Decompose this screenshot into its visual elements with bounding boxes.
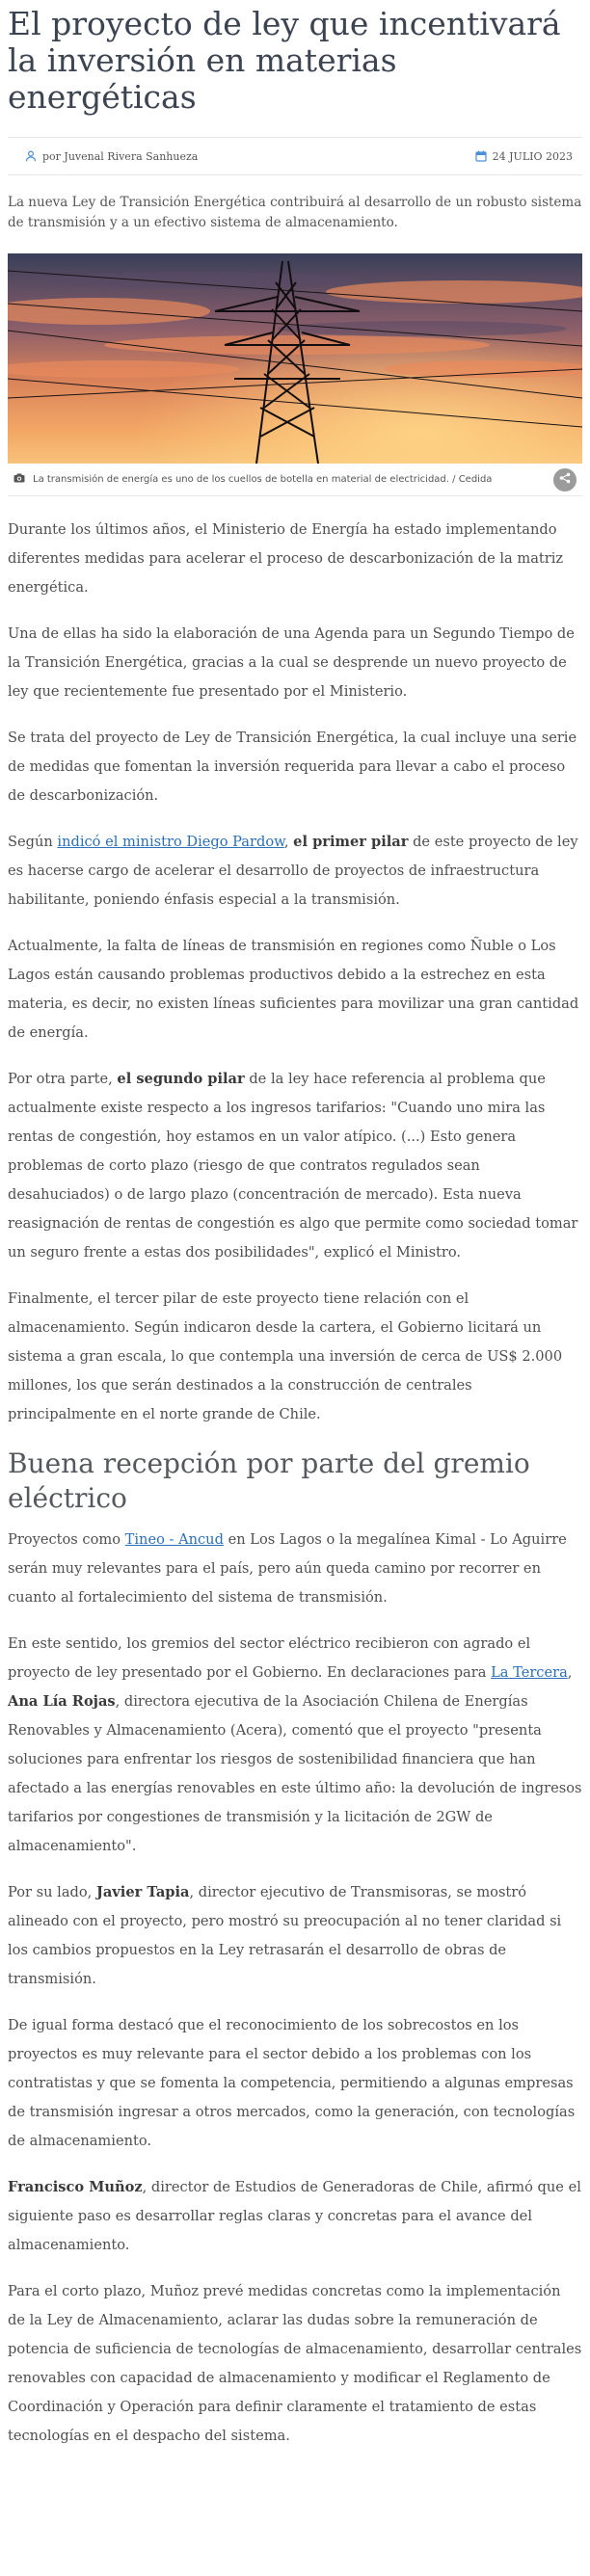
bold-text: Ana Lía Rojas xyxy=(8,1693,116,1710)
paragraph-text: en Los Lagos o la megalínea Kimal - Lo Aguirre serán muy relevantes para el país, pero aún queda camino por recorrer en cuanto al fortalecimiento del sistema de transmisión. xyxy=(8,1531,567,1606)
author-block xyxy=(25,150,198,163)
paragraph-text: Por otra parte, xyxy=(8,1071,118,1087)
article-lead: La nueva Ley de Transición Energética contribuirá al desarrollo de un robusto sistema de transmisión y a un efectivo sistema de almacenamiento. xyxy=(8,195,582,230)
paragraph-text: , director de Estudios de Generadoras de Chile, afirmó que el siguiente paso es desarrollar reglas claras y concretas para el avance del almacenamiento. xyxy=(8,2179,581,2253)
paragraph-text: , xyxy=(567,1664,573,1681)
user-icon xyxy=(25,150,37,162)
paragraph-text: Proyectos como xyxy=(8,1531,125,1548)
photo-caption xyxy=(8,464,582,496)
publish-date: 24 JULIO 2023 xyxy=(492,149,573,163)
article-body xyxy=(8,516,582,2451)
paragraph-text: de la ley hace referencia al problema que actualmente existe respecto a los ingresos tarifarios: "Cuando uno mira las rentas de congestión, hoy estamos en un valor atípico. (...) Esto genera problemas de corto plazo (riesgo de que contratos regulados sean desahuciados) o de largo plazo (concentración de mercado). Esta nueva reasignación de rentas de congestión es algo que permite como sociedad tomar un seguro frente a estas dos posibilidades", explicó el Ministro. xyxy=(8,1071,578,1261)
paragraph-text: En este sentido, los gremios del sector eléctrico recibieron con agrado el proyecto de ley presentado por el Gobierno. En declaraciones para xyxy=(8,1635,531,1681)
bold-text: Francisco Muñoz xyxy=(8,2179,143,2195)
section-heading: Buena recepción por parte del gremio eléctrico xyxy=(8,1447,530,1514)
paragraph: Durante los últimos años, el Ministerio de Energía ha estado implementando diferentes medidas para acelerar el proceso de descarbonización de la matriz energética. xyxy=(8,521,564,596)
paragraph-text: , directora ejecutiva de la Asociación Chilena de Energías Renovables y Almacenamiento (Acera), comentó que el proyecto "presenta soluciones para enfrentar los riesgos de sostenibilidad financiera que han afectado a las energías renovables en este último año: la devolución de ingresos tarifarios por congestiones de transmisión y la licitación de 2GW de almacenamiento". xyxy=(8,1693,582,1854)
paragraph-text: de este proyecto de ley es hacerse cargo de acelerar el desarrollo de proyectos de infraestructura habilitante, poniendo énfasis especial a la transmisión. xyxy=(8,834,578,908)
paragraph-text: , director ejecutivo de Transmisoras, se mostró alineado con el proyecto, pero mostró su preocupación al no tener claridad si los cambios propuestos en la Ley retrasarán el desarrollo de obras de transmisión. xyxy=(8,1884,562,1987)
paragraph-text: , xyxy=(283,834,294,850)
share-button[interactable] xyxy=(553,468,577,491)
paragraph-text: Por su lado, xyxy=(8,1884,96,1900)
article-meta xyxy=(8,137,582,175)
author-name[interactable]: por Juvenal Rivera Sanhueza xyxy=(42,149,199,163)
paragraph: Para el corto plazo, Muñoz prevé medidas concretas como la implementación de la Ley de Almacenamiento, aclarar las dudas sobre la remuneración de potencia de suficiencia de tecnologías de almacenamiento, desarrollar centrales renovables con capacidad de almacenamiento y modificar el Reglamento de Coordinación y Operación para definir claramente el tratamiento de estas tecnologías en el despacho del sistema. xyxy=(8,2283,582,2444)
camera-icon xyxy=(13,473,25,486)
paragraph: Finalmente, el tercer pilar de este proyecto tiene relación con el almacenamiento. Según indicaron desde la cartera, el Gobierno licitará un sistema a gran escala, lo que contempla una inversión de cerca de US$ 2.000 millones, los que serán destinados a la construcción de centrales principalmente en el norte grande de Chile. xyxy=(8,1290,563,1422)
tineo-ancud-link[interactable]: Tineo - Ancud xyxy=(124,1531,224,1548)
pardow-link[interactable]: indicó el ministro Diego Pardow xyxy=(57,834,284,850)
bold-text: el primer pilar xyxy=(293,834,409,850)
transmission-tower-photo xyxy=(8,253,582,464)
bold-text: el segundo pilar xyxy=(117,1071,245,1087)
caption-text-block xyxy=(13,473,492,486)
paragraph xyxy=(8,828,582,915)
date-block xyxy=(475,150,573,163)
paragraph xyxy=(8,2173,582,2260)
paragraph: Actualmente, la falta de líneas de transmisión en regiones como Ñuble o Los Lagos están causando problemas productivos debido a la estrechez en esta materia, es decir, no existen líneas suficientes para movilizar una gran cantidad de energía. xyxy=(8,938,579,1041)
paragraph: Se trata del proyecto de Ley de Transición Energética, la cual incluye una serie de medidas que fomentan la inversión requerida para llevar a cabo el proceso de descarbonización. xyxy=(8,730,577,804)
paragraph xyxy=(8,1526,582,1612)
caption-text: La transmisión de energía es uno de los cuellos de botella en material de electricidad. / Cedida xyxy=(33,474,493,485)
calendar-icon xyxy=(475,150,487,162)
paragraph: De igual forma destacó que el reconocimiento de los sobrecostos en los proyectos es muy relevante para el sector debido a los problemas con los contratistas y que se fomenta la competencia, permitiendo a algunas empresas de transmisión ingresar a otros mercados, como la generación, con tecnologías de almacenamiento. xyxy=(8,2017,576,2149)
share-icon xyxy=(559,472,571,487)
paragraph: Una de ellas ha sido la elaboración de una Agenda para un Segundo Tiempo de la Transición Energética, gracias a la cual se desprende un nuevo proyecto de ley que recientemente fue presentado por el Ministerio. xyxy=(8,625,575,700)
paragraph xyxy=(8,1878,582,1994)
article-title: El proyecto de ley que incentivará la inversión en materias energéticas xyxy=(8,5,561,116)
paragraph-text: Según xyxy=(8,834,58,850)
bold-text: Javier Tapia xyxy=(95,1884,190,1900)
paragraph xyxy=(8,1630,582,1861)
paragraph xyxy=(8,1065,582,1267)
la-tercera-link[interactable]: La Tercera xyxy=(491,1664,568,1681)
